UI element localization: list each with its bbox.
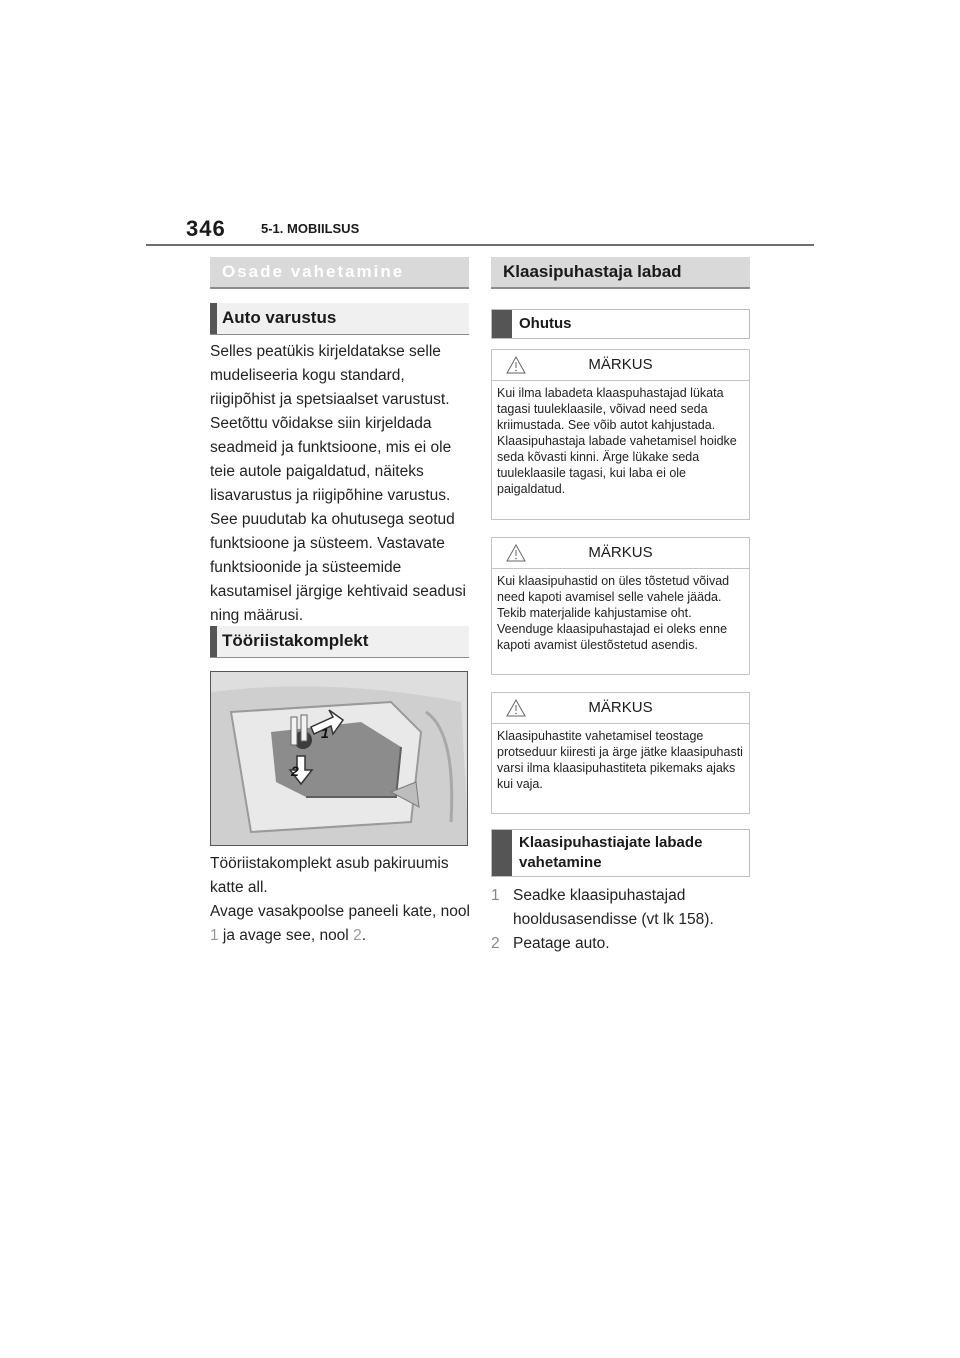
step-text: Peatage auto. — [513, 935, 610, 952]
heading-klaasipuhastaja-labad: Klaasipuhastaja labad — [491, 257, 750, 289]
notice-box-2 — [491, 537, 750, 675]
step-number: 2 — [491, 935, 500, 952]
notice-box-3 — [491, 692, 750, 814]
notice-text: Klaasipuhastite vahetamisel teostage protseduur kiiresti ja ärge jätke klaasipuhasti varsi ilma klaasipuhastiteta pikemaks ajaks kui vaja. — [497, 729, 743, 791]
trunk-illustration — [211, 672, 468, 846]
notice-title-text: MÄRKUS — [588, 544, 653, 561]
figure-caption-1: Tööriistakomplekt asub pakiruumis katte all. — [210, 855, 449, 896]
notice-title — [492, 693, 749, 724]
notice-title — [492, 538, 749, 569]
arrow-label-1: 1 — [321, 725, 329, 741]
page-number: 346 — [186, 216, 226, 241]
subheading-label: Auto varustus — [222, 308, 337, 327]
step-1 — [491, 884, 753, 932]
step-text: Seadke klaasipuhastajad hooldusasendisse (vt lk 158). — [513, 887, 714, 928]
warning-triangle-icon — [506, 544, 526, 562]
trunk-toolkit-figure — [210, 671, 468, 846]
figure-caption-2 — [210, 900, 472, 948]
arrow-ref-1: 1 — [210, 927, 219, 944]
caption-text: . — [361, 927, 366, 944]
step-2 — [491, 932, 753, 956]
subheading-tooriistakomplekt — [210, 626, 469, 658]
subheading-label: Tööriistakomplekt — [222, 631, 369, 650]
notice-text: Kui klaasipuhastid on üles tõstetud võivad need kapoti avamisel selle vahele jääda. Tekib materjalide kahjustamise oht. Veenduge klaasipuhastajad ei oleks enne kapoti avamist ülestõstetud asendis. — [497, 574, 730, 652]
notice-title-text: MÄRKUS — [588, 356, 653, 373]
section-reference: 5-1. MOBIILSUS — [261, 221, 360, 236]
notice-title — [492, 350, 749, 381]
notice-text: Kui ilma labadeta klaaspuhastajad lükata tagasi tuuleklaasile, võivad need seda kriimustada. See võib autot kahjustada. Klaasipuhastaja labade vahetamisel hoidke seda kõvasti kinni. Ärge lükake seda tuuleklaasile tagasi, kui laba ei ole paigaldatud. — [497, 386, 737, 496]
header-divider — [146, 244, 814, 246]
caption-text: Avage vasakpoolse paneeli kate, nool — [210, 903, 470, 920]
step-number: 1 — [491, 887, 500, 904]
warning-triangle-icon — [506, 699, 526, 717]
box-label: Ohutus — [519, 315, 572, 332]
arrow-ref-2: 2 — [353, 927, 362, 944]
heading-osade-vahetamine: Osade vahetamine — [210, 257, 469, 289]
arrow-label-2: 2 — [291, 763, 299, 779]
notice-box-1 — [491, 349, 750, 520]
notice-title-text: MÄRKUS — [588, 699, 653, 716]
box-ohutus — [491, 309, 750, 339]
subheading-auto-varustus — [210, 303, 469, 335]
intro-paragraph: Selles peatükis kirjeldatakse selle mudeliseeria kogu standard, riigipõhist ja spetsiaalset varustust. Seetõttu võidakse siin kirjeldada seadmeid ja funktsioone, mis ei ole teie autole paigaldatud, näiteks lisavarustus ja riigipõhine varustus. See puudutab ka ohutusega seotud funktsioone ja süsteem. Vastavate funktsioonide ja süsteemide kasutamisel järgige kehtivaid seadusi ning määrusi. — [210, 343, 466, 624]
warning-triangle-icon — [506, 356, 526, 374]
box-label: Klaasipuhastiajate labade vahetamine — [519, 834, 703, 871]
caption-text: ja avage see, nool — [218, 927, 354, 944]
box-labade-vahetamine — [491, 829, 750, 877]
